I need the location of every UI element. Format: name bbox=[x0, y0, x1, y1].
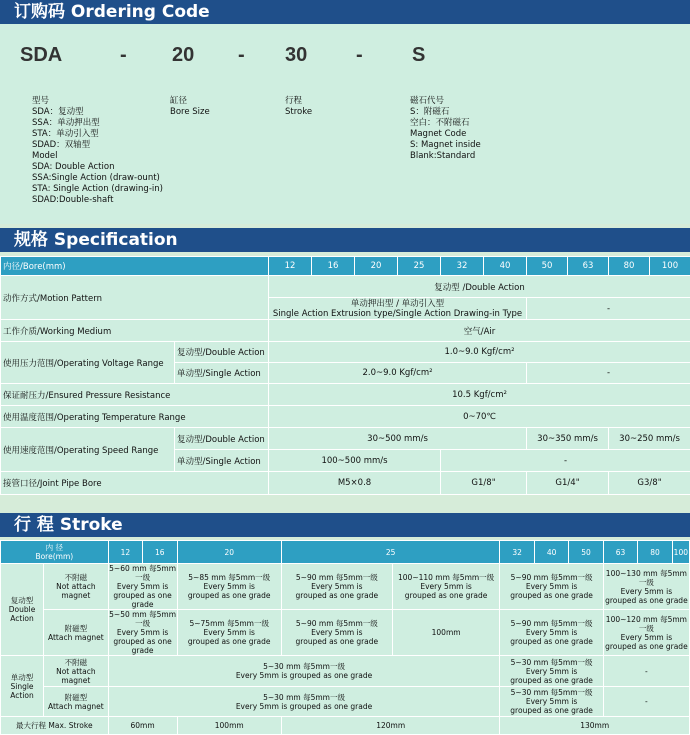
stroke-cell bbox=[108, 656, 500, 687]
desc-line: SDA：复动型 bbox=[32, 107, 84, 117]
max-stroke-value: 100mm bbox=[177, 717, 281, 735]
desc-line: STA: Single Action (drawing-in) bbox=[32, 184, 163, 194]
voltage-double: 1.0~9.0 Kgf/cm² bbox=[269, 342, 690, 363]
desc-line: SDAD:Double-shaft bbox=[32, 195, 114, 205]
cell-line: Every 5mm is bbox=[203, 582, 255, 591]
stroke-cell bbox=[500, 610, 603, 656]
stroke-cell bbox=[500, 687, 603, 717]
label-line: 不附磁 bbox=[64, 573, 88, 582]
cell-line: Every 5mm is bbox=[311, 582, 363, 591]
cell-line: Every 5mm is bbox=[620, 586, 673, 596]
bore-col: 40 bbox=[484, 257, 527, 276]
stroke-col: 40 bbox=[534, 541, 568, 564]
stroke-bore-header bbox=[1, 541, 109, 564]
cell-line: grouped as one grade bbox=[187, 637, 271, 646]
cell-line: Every 5mm is bbox=[525, 666, 578, 676]
ordering-area bbox=[0, 24, 690, 224]
pipe-value-1: M5×0.8 bbox=[269, 472, 441, 495]
stroke-cell bbox=[177, 564, 281, 610]
cell-line: 5~30 mm 每5mm一级 bbox=[263, 662, 345, 671]
label-line: 附磁型 bbox=[64, 692, 88, 702]
cell-line: Every 5mm is grouped as one grade bbox=[235, 671, 373, 680]
cell-line: 5~75mm 每5mm一级 bbox=[189, 619, 269, 628]
desc-line: 空白：不附磁石 bbox=[410, 118, 470, 128]
stroke-col: 32 bbox=[500, 541, 534, 564]
speed-double-3: 30~250 mm/s bbox=[609, 428, 690, 450]
label-line: Attach magnet bbox=[47, 701, 104, 711]
code-magnet: S bbox=[412, 44, 426, 66]
stroke-cell bbox=[108, 687, 500, 717]
cell-line: Every 5mm is bbox=[525, 628, 578, 637]
desc-line: S：附磁石 bbox=[410, 107, 450, 117]
stroke-cell bbox=[177, 610, 281, 656]
model-description bbox=[32, 96, 163, 206]
motion-single-large: - bbox=[527, 298, 690, 320]
pipe-label: 接管口径/Joint Pipe Bore bbox=[1, 472, 269, 495]
cell-line: Every 5mm is bbox=[116, 628, 169, 637]
stroke-cell bbox=[108, 610, 177, 656]
cell-line: grouped as one grade bbox=[113, 637, 172, 655]
spec-title: 规格 Specification bbox=[0, 228, 690, 252]
cell-line: 5~90 mm 每5mm一级 bbox=[510, 619, 593, 628]
desc-line: 磁石代号 bbox=[410, 96, 445, 106]
motion-label: 动作方式/Motion Pattern bbox=[1, 276, 269, 320]
stroke-cell bbox=[392, 564, 500, 610]
code-dash: - bbox=[120, 44, 127, 66]
ensured-value: 10.5 Kgf/cm² bbox=[269, 384, 690, 406]
stroke-description bbox=[285, 96, 312, 118]
motion-single-en: Single Action Extrusion type/Single Action Drawing-in Type bbox=[272, 308, 523, 319]
desc-line: Stroke bbox=[285, 107, 313, 117]
max-stroke-value: 120mm bbox=[281, 717, 500, 735]
pipe-value-3: G1/4" bbox=[527, 472, 609, 495]
max-stroke-value: 130mm bbox=[500, 717, 690, 735]
magnet-label bbox=[44, 687, 109, 717]
temp-value: 0~70℃ bbox=[269, 406, 690, 428]
stroke-cell bbox=[500, 564, 603, 610]
code-dash: - bbox=[356, 44, 363, 66]
spec-table bbox=[0, 256, 690, 495]
bore-label: 内径/Bore(mm) bbox=[1, 257, 269, 276]
stroke-col: 100 bbox=[672, 541, 689, 564]
stroke-col: 20 bbox=[177, 541, 281, 564]
bore-col: 63 bbox=[568, 257, 609, 276]
code-bore: 20 bbox=[172, 44, 195, 66]
desc-line: SDA: Double Action bbox=[32, 162, 115, 172]
bore-col: 50 bbox=[527, 257, 568, 276]
desc-line: S: Magnet inside bbox=[410, 140, 481, 150]
cell-line: 100~120 mm 每5mm一级 bbox=[605, 614, 687, 633]
code-model: SDA bbox=[20, 44, 63, 66]
stroke-col: 50 bbox=[569, 541, 603, 564]
voltage-single-large: - bbox=[527, 363, 690, 384]
label-line: Attach magnet bbox=[47, 632, 104, 642]
label-line: Not attach bbox=[56, 582, 96, 591]
desc-line: 型号 bbox=[32, 96, 50, 106]
bore-en: Bore(mm) bbox=[35, 552, 74, 561]
stroke-cell bbox=[500, 656, 603, 687]
cell-line: Every 5mm is bbox=[620, 632, 673, 642]
cell-line: 5~30 mm 每5mm一级 bbox=[510, 657, 593, 667]
desc-line: SDAD：双轴型 bbox=[32, 140, 91, 150]
medium-label: 工作介质/Working Medium bbox=[1, 320, 269, 342]
motion-single bbox=[269, 298, 527, 320]
cell-line: grouped as one grade bbox=[510, 637, 593, 646]
ordering-title: 订购码 Ordering Code bbox=[0, 0, 690, 24]
stroke-cell: 100mm bbox=[392, 610, 500, 656]
cell-line: grouped as one grade bbox=[510, 706, 593, 715]
stroke-col: 63 bbox=[603, 541, 637, 564]
stroke-cell bbox=[603, 610, 689, 656]
desc-line: 缸径 bbox=[170, 96, 188, 106]
cell-line: Every 5mm is bbox=[525, 582, 578, 591]
max-stroke-value: 60mm bbox=[108, 717, 177, 735]
speed-single-large: - bbox=[441, 450, 690, 472]
cell-line: 5~90 mm 每5mm一级 bbox=[510, 573, 593, 582]
single-action-label: 单动型/Single Action bbox=[175, 450, 269, 472]
cell-line: grouped as one grade bbox=[187, 591, 271, 600]
stroke-cell: - bbox=[603, 656, 689, 687]
cell-line: grouped as one grade bbox=[404, 591, 488, 600]
desc-line: STA：单动引入型 bbox=[32, 129, 99, 139]
pipe-value-4: G3/8" bbox=[609, 472, 690, 495]
cell-line: 5~30 mm 每5mm一级 bbox=[263, 692, 345, 702]
label-line: 单动型 bbox=[10, 672, 34, 682]
cell-line: Every 5mm is bbox=[420, 582, 472, 591]
single-action-row-label bbox=[1, 656, 44, 717]
label-line: magnet bbox=[61, 591, 91, 600]
cell-line: grouped as one grade bbox=[113, 591, 172, 609]
desc-line: Model bbox=[32, 151, 58, 161]
label-line: magnet bbox=[61, 675, 91, 685]
cell-line: 5~50 mm 每5mm一级 bbox=[109, 610, 177, 628]
bore-col: 16 bbox=[312, 257, 355, 276]
bore-description bbox=[170, 96, 210, 118]
label-line: Action bbox=[10, 614, 34, 623]
stroke-table bbox=[0, 540, 690, 735]
label-line: 复动型 bbox=[10, 596, 34, 605]
speed-double-2: 30~350 mm/s bbox=[527, 428, 609, 450]
desc-line: Blank:Standard bbox=[410, 151, 476, 161]
cell-line: Every 5mm is bbox=[311, 628, 363, 637]
cell-line: 5~90 mm 每5mm一级 bbox=[295, 619, 378, 628]
magnet-description bbox=[410, 96, 481, 162]
stroke-col: 16 bbox=[143, 541, 177, 564]
label-line: Action bbox=[10, 690, 34, 700]
speed-single: 100~500 mm/s bbox=[269, 450, 441, 472]
cell-line: 5~90 mm 每5mm一级 bbox=[295, 573, 378, 582]
bore-col: 20 bbox=[355, 257, 398, 276]
desc-line: 行程 bbox=[285, 96, 303, 106]
stroke-cell bbox=[108, 564, 177, 610]
cell-line: Every 5mm is bbox=[116, 582, 169, 591]
cell-line: grouped as one grade bbox=[605, 641, 688, 651]
label-line: 附磁型 bbox=[64, 623, 88, 633]
double-action-label: 复动型/Double Action bbox=[175, 428, 269, 450]
motion-double: 复动型 /Double Action bbox=[269, 276, 690, 298]
cell-line: Every 5mm is bbox=[525, 697, 578, 706]
bore-col: 80 bbox=[609, 257, 650, 276]
bore-col: 100 bbox=[650, 257, 690, 276]
cell-line: 5~60 mm 每5mm一级 bbox=[109, 564, 177, 582]
no-magnet-label bbox=[44, 564, 109, 610]
no-magnet-label bbox=[44, 656, 109, 687]
label-line: 不附磁 bbox=[64, 657, 88, 667]
voltage-single: 2.0~9.0 Kgf/cm² bbox=[269, 363, 527, 384]
magnet-label bbox=[44, 610, 109, 656]
code-stroke: 30 bbox=[285, 44, 308, 66]
motion-single-cn: 单动押出型 / 单动引入型 bbox=[350, 298, 445, 309]
double-action-row-label bbox=[1, 564, 44, 656]
desc-line: Magnet Code bbox=[410, 129, 467, 139]
stroke-title: 行 程 Stroke bbox=[0, 513, 690, 537]
cell-line: 100~110 mm 每5mm一级 bbox=[398, 573, 495, 582]
ensured-label: 保证耐压力/Ensured Pressure Resistance bbox=[1, 384, 269, 406]
speed-label: 使用速度范围/Operating Speed Range bbox=[1, 428, 175, 472]
medium-value: 空气/Air bbox=[269, 320, 690, 342]
bore-col: 12 bbox=[269, 257, 312, 276]
stroke-cell bbox=[603, 564, 689, 610]
label-line: Not attach bbox=[56, 666, 96, 676]
double-action-label: 复动型/Double Action bbox=[175, 342, 269, 363]
cell-line: grouped as one grade bbox=[510, 675, 593, 685]
bore-cn: 内 径 bbox=[45, 543, 64, 552]
bore-col: 32 bbox=[441, 257, 484, 276]
stroke-col: 25 bbox=[281, 541, 500, 564]
max-stroke-label: 最大行程 Max. Stroke bbox=[1, 717, 109, 735]
cell-line: 5~85 mm 每5mm一级 bbox=[188, 573, 271, 582]
pipe-value-2: G1/8" bbox=[441, 472, 527, 495]
stroke-cell: - bbox=[603, 687, 689, 717]
stroke-cell bbox=[281, 610, 392, 656]
cell-line: 5~30 mm 每5mm一级 bbox=[510, 688, 593, 697]
stroke-cell bbox=[281, 564, 392, 610]
temp-label: 使用温度范围/Operating Temperature Range bbox=[1, 406, 269, 428]
bore-col: 25 bbox=[398, 257, 441, 276]
desc-line: SSA:Single Action (draw-ount) bbox=[32, 173, 160, 183]
cell-line: Every 5mm is bbox=[203, 628, 255, 637]
label-line: Single bbox=[10, 681, 34, 691]
code-dash: - bbox=[238, 44, 245, 66]
stroke-col: 80 bbox=[638, 541, 672, 564]
label-line: Double bbox=[8, 605, 36, 614]
cell-line: grouped as one grade bbox=[295, 591, 379, 600]
cell-line: 100~130 mm 每5mm一级 bbox=[605, 568, 687, 587]
cell-line: Every 5mm is grouped as one grade bbox=[235, 701, 373, 711]
speed-double-1: 30~500 mm/s bbox=[269, 428, 527, 450]
desc-line: Bore Size bbox=[170, 107, 210, 117]
single-action-label: 单动型/Single Action bbox=[175, 363, 269, 384]
cell-line: grouped as one grade bbox=[295, 637, 379, 646]
stroke-col: 12 bbox=[108, 541, 142, 564]
cell-line: grouped as one grade bbox=[605, 595, 688, 605]
desc-line: SSA：单动押出型 bbox=[32, 118, 100, 128]
cell-line: grouped as one grade bbox=[510, 591, 593, 600]
voltage-label: 使用压力范围/Operating Voltage Range bbox=[1, 342, 175, 384]
